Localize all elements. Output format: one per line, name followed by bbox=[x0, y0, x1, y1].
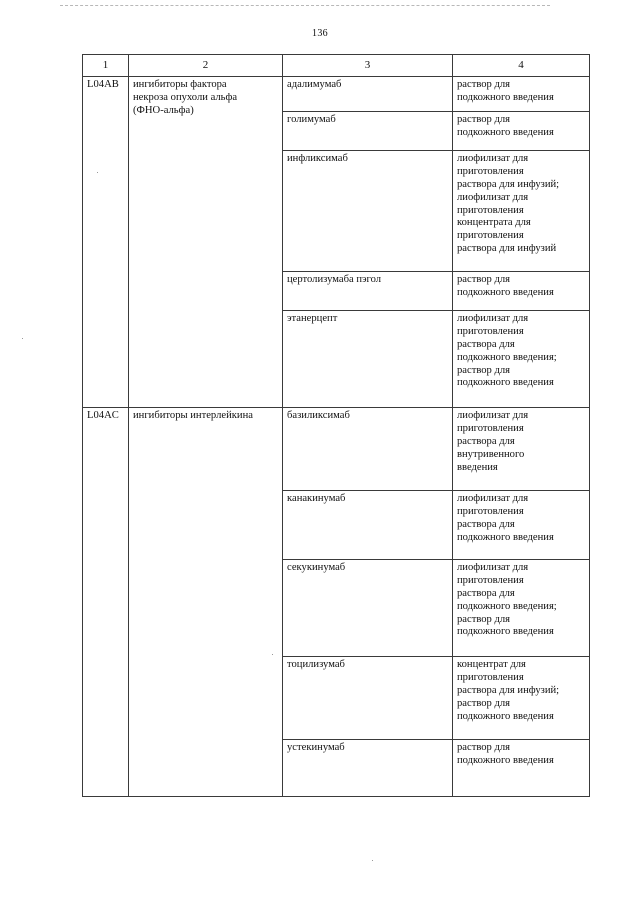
table-body bbox=[83, 76, 590, 796]
dosage-form: лиофилизат для приготовления раствора для подкожного введения bbox=[453, 490, 590, 559]
drug-name: устекинумаб bbox=[283, 739, 453, 796]
atc-code: L04AB bbox=[83, 76, 129, 407]
drug-name: этанерцепт bbox=[283, 310, 453, 407]
dosage-form: лиофилизат для приготовления раствора для подкожного введения; раствор для подкожного введения bbox=[453, 310, 590, 407]
scan-speck bbox=[22, 338, 23, 339]
table-row bbox=[83, 76, 590, 111]
drug-name: тоцилизумаб bbox=[283, 656, 453, 739]
col-header-1: 1 bbox=[83, 55, 129, 77]
drug-name: адалимумаб bbox=[283, 76, 453, 111]
scan-top-edge bbox=[60, 5, 550, 6]
atc-code: L04AC bbox=[83, 407, 129, 796]
drug-name: секукинумаб bbox=[283, 559, 453, 656]
dosage-form: раствор для подкожного введения bbox=[453, 111, 590, 150]
drug-name: базиликсимаб bbox=[283, 407, 453, 490]
dosage-form: лиофилизат для приготовления раствора для инфузий; лиофилизат для приготовления концентрата для приготовления раствора для инфузий bbox=[453, 150, 590, 271]
header-row bbox=[83, 55, 590, 77]
col-header-4: 4 bbox=[453, 55, 590, 77]
group-name: ингибиторы фактора некроза опухоли альфа (ФНО-альфа) bbox=[129, 76, 283, 407]
drug-table bbox=[82, 54, 590, 797]
dosage-form: лиофилизат для приготовления раствора для внутривенного введения bbox=[453, 407, 590, 490]
dosage-form: концентрат для приготовления раствора для инфузий; раствор для подкожного введения bbox=[453, 656, 590, 739]
drug-name: канакинумаб bbox=[283, 490, 453, 559]
scan-speck bbox=[372, 860, 373, 861]
dosage-form: раствор для подкожного введения bbox=[453, 76, 590, 111]
scan-speck bbox=[97, 172, 98, 173]
group-name: ингибиторы интерлейкина bbox=[129, 407, 283, 796]
drug-name: голимумаб bbox=[283, 111, 453, 150]
dosage-form: лиофилизат для приготовления раствора для подкожного введения; раствор для подкожного введения bbox=[453, 559, 590, 656]
dosage-form: раствор для подкожного введения bbox=[453, 739, 590, 796]
drug-name: цертолизумаба пэгол bbox=[283, 271, 453, 310]
col-header-3: 3 bbox=[283, 55, 453, 77]
dosage-form: раствор для подкожного введения bbox=[453, 271, 590, 310]
scan-speck bbox=[272, 654, 273, 655]
drug-name: инфликсимаб bbox=[283, 150, 453, 271]
col-header-2: 2 bbox=[129, 55, 283, 77]
page-number: 136 bbox=[312, 28, 328, 39]
table-row bbox=[83, 407, 590, 490]
